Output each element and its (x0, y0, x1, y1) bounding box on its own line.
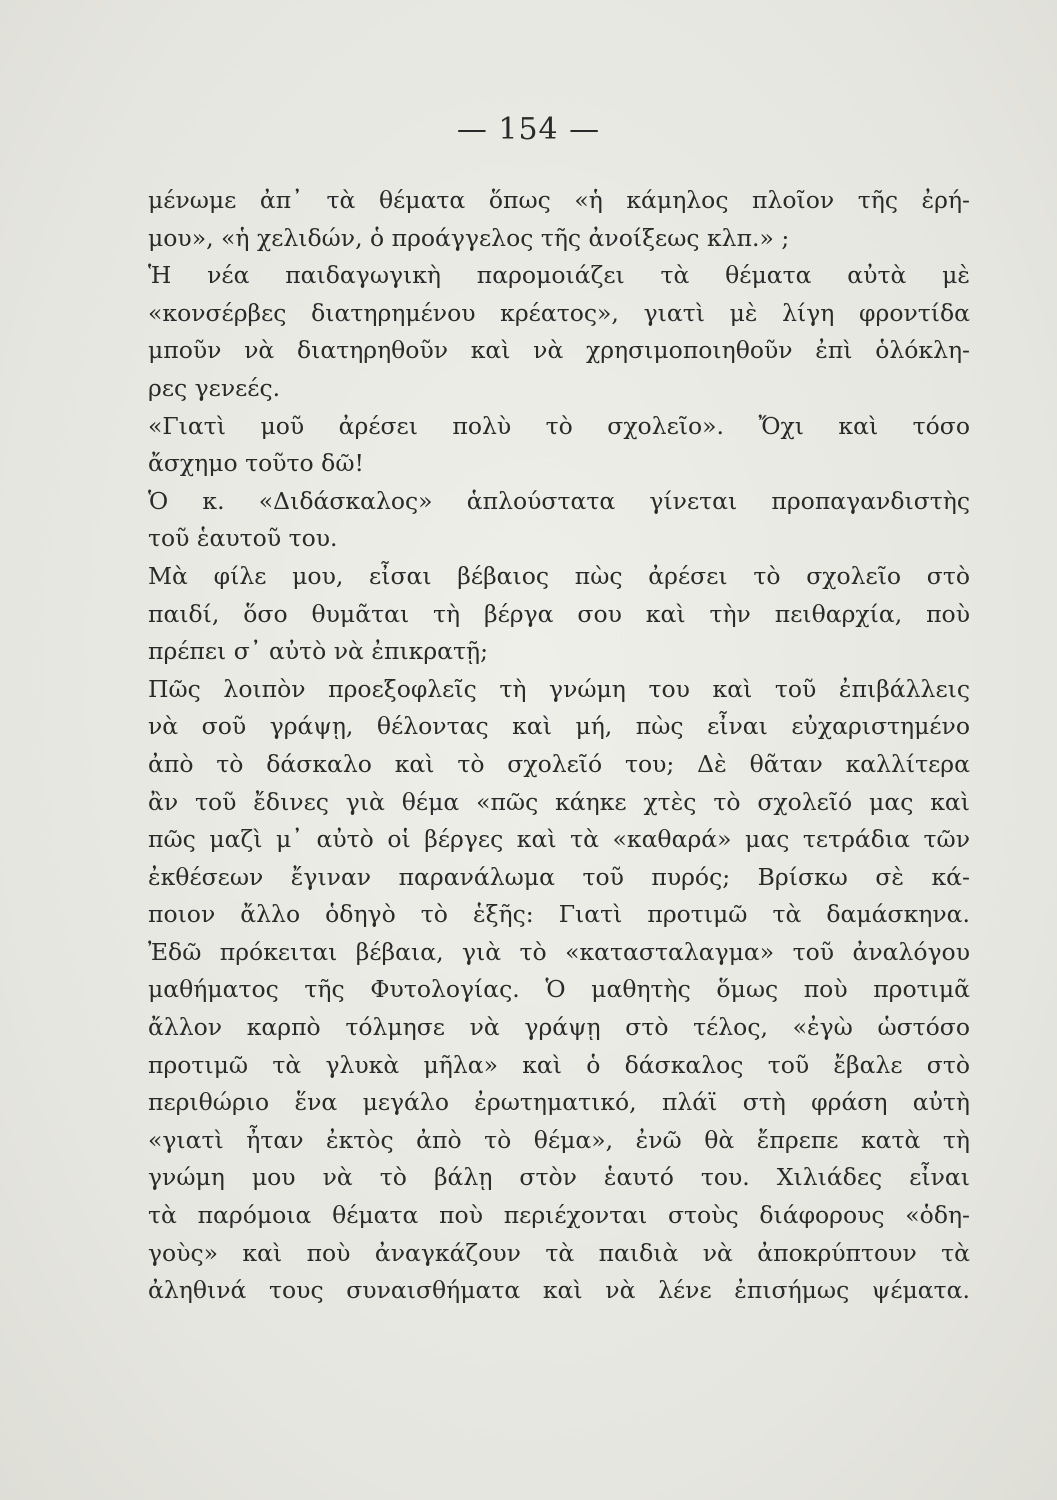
text-line: γνώμη μου νὰ τὸ βάλῃ στὸν ἑαυτό του. Χιλιάδες εἶναι (148, 1163, 970, 1192)
page-number: — 154 — (456, 112, 601, 147)
text-line: περιθώριο ἕνα μεγάλο ἐρωτηματικό, πλάϊ στὴ φράση αὐτὴ (148, 1088, 970, 1117)
text-line: πρέπει σ᾽ αὐτὸ νὰ ἐπικρατῇ; (148, 637, 489, 666)
body-text (148, 182, 970, 1310)
text-line: «κονσέρβες διατηρημένου κρέατος», γιατὶ μὲ λίγη φροντίδα (148, 298, 970, 327)
text-line: ἄσχημο τοῦτο δῶ! (148, 449, 364, 478)
text-line: γοὺς» καὶ ποὺ ἀναγκάζουν τὰ παιδιὰ νὰ ἀποκρύπτουν τὰ (148, 1238, 970, 1267)
text-line: τὰ παρόμοια θέματα ποὺ περιέχονται στοὺς διάφορους «ὁδη- (148, 1201, 970, 1230)
text-line: «γιατὶ ἦταν ἐκτὸς ἀπὸ τὸ θέμα», ἐνῶ θὰ ἔπρεπε κατὰ τὴ (148, 1125, 970, 1154)
text-line: νὰ σοῦ γράψῃ, θέλοντας καὶ μή, πὼς εἶναι εὐχαριστημένο (148, 712, 970, 741)
text-line: μποῦν νὰ διατηρηθοῦν καὶ νὰ χρησιμοποιηθοῦν ἐπὶ ὁλόκλη- (148, 336, 970, 365)
text-line: ἀληθινά τους συναισθήματα καὶ νὰ λένε ἐπισήμως ψέματα. (148, 1276, 970, 1305)
text-line: Ἡ νέα παιδαγωγικὴ παρομοιάζει τὰ θέματα αὐτὰ μὲ (148, 261, 970, 290)
text-line: ἂν τοῦ ἔδινες γιὰ θέμα «πῶς κάηκε χτὲς τὸ σχολεῖό μας καὶ (148, 787, 970, 816)
text-line: μένωμε ἀπ᾽ τὰ θέματα ὅπως «ἡ κάμηλος πλοῖον τῆς ἐρή- (148, 186, 970, 214)
text-line: ἐκθέσεων ἔγιναν παρανάλωμα τοῦ πυρός; Βρίσκω σὲ κά- (148, 862, 970, 891)
text-line: ποιον ἄλλο ὁδηγὸ τὸ ἑξῆς: Γιατὶ προτιμῶ τὰ δαμάσκηνα. (148, 900, 970, 929)
text-line: μαθήματος τῆς Φυτολογίας. Ὁ μαθητὴς ὅμως ποὺ προτιμᾶ (148, 975, 970, 1004)
text-line: πῶς μαζὶ μ᾽ αὐτὸ οἱ βέργες καὶ τὰ «καθαρά» μας τετράδια τῶν (148, 825, 970, 854)
text-line: ἄλλον καρπὸ τόλμησε νὰ γράψῃ στὸ τέλος, «ἐγὼ ὡστόσο (148, 1013, 970, 1042)
text-line: παιδί, ὅσο θυμᾶται τὴ βέργα σου καὶ τὴν πειθαρχία, ποὺ (148, 599, 970, 628)
text-line: Μὰ φίλε μου, εἶσαι βέβαιος πὼς ἀρέσει τὸ σχολεῖο στὸ (148, 561, 970, 590)
text-line: «Γιατὶ μοῦ ἀρέσει πολὺ τὸ σχολεῖο». Ὄχι καὶ τόσο (148, 411, 970, 440)
text-line: τοῦ ἑαυτοῦ του. (148, 524, 338, 553)
text-line: ρες γενεές. (148, 373, 281, 402)
text-line: Ὁ κ. «Διδάσκαλος» ἁπλούστατα γίνεται προπαγανδιστὴς (148, 486, 970, 515)
text-line: προτιμῶ τὰ γλυκὰ μῆλα» καὶ ὁ δάσκαλος τοῦ ἔβαλε στὸ (148, 1050, 970, 1079)
text-line: ἀπὸ τὸ δάσκαλο καὶ τὸ σχολεῖό του; Δὲ θᾶταν καλλίτερα (148, 749, 970, 778)
text-line: Πῶς λοιπὸν προεξοφλεῖς τὴ γνώμη του καὶ τοῦ ἐπιβάλλεις (148, 674, 970, 703)
text-line: Ἐδῶ πρόκειται βέβαια, γιὰ τὸ «κατασταλαγμα» τοῦ ἀναλόγου (148, 937, 970, 966)
text-line: μου», «ἡ χελιδών, ὁ προάγγελος τῆς ἀνοίξεως κλπ.» ; (148, 223, 790, 252)
